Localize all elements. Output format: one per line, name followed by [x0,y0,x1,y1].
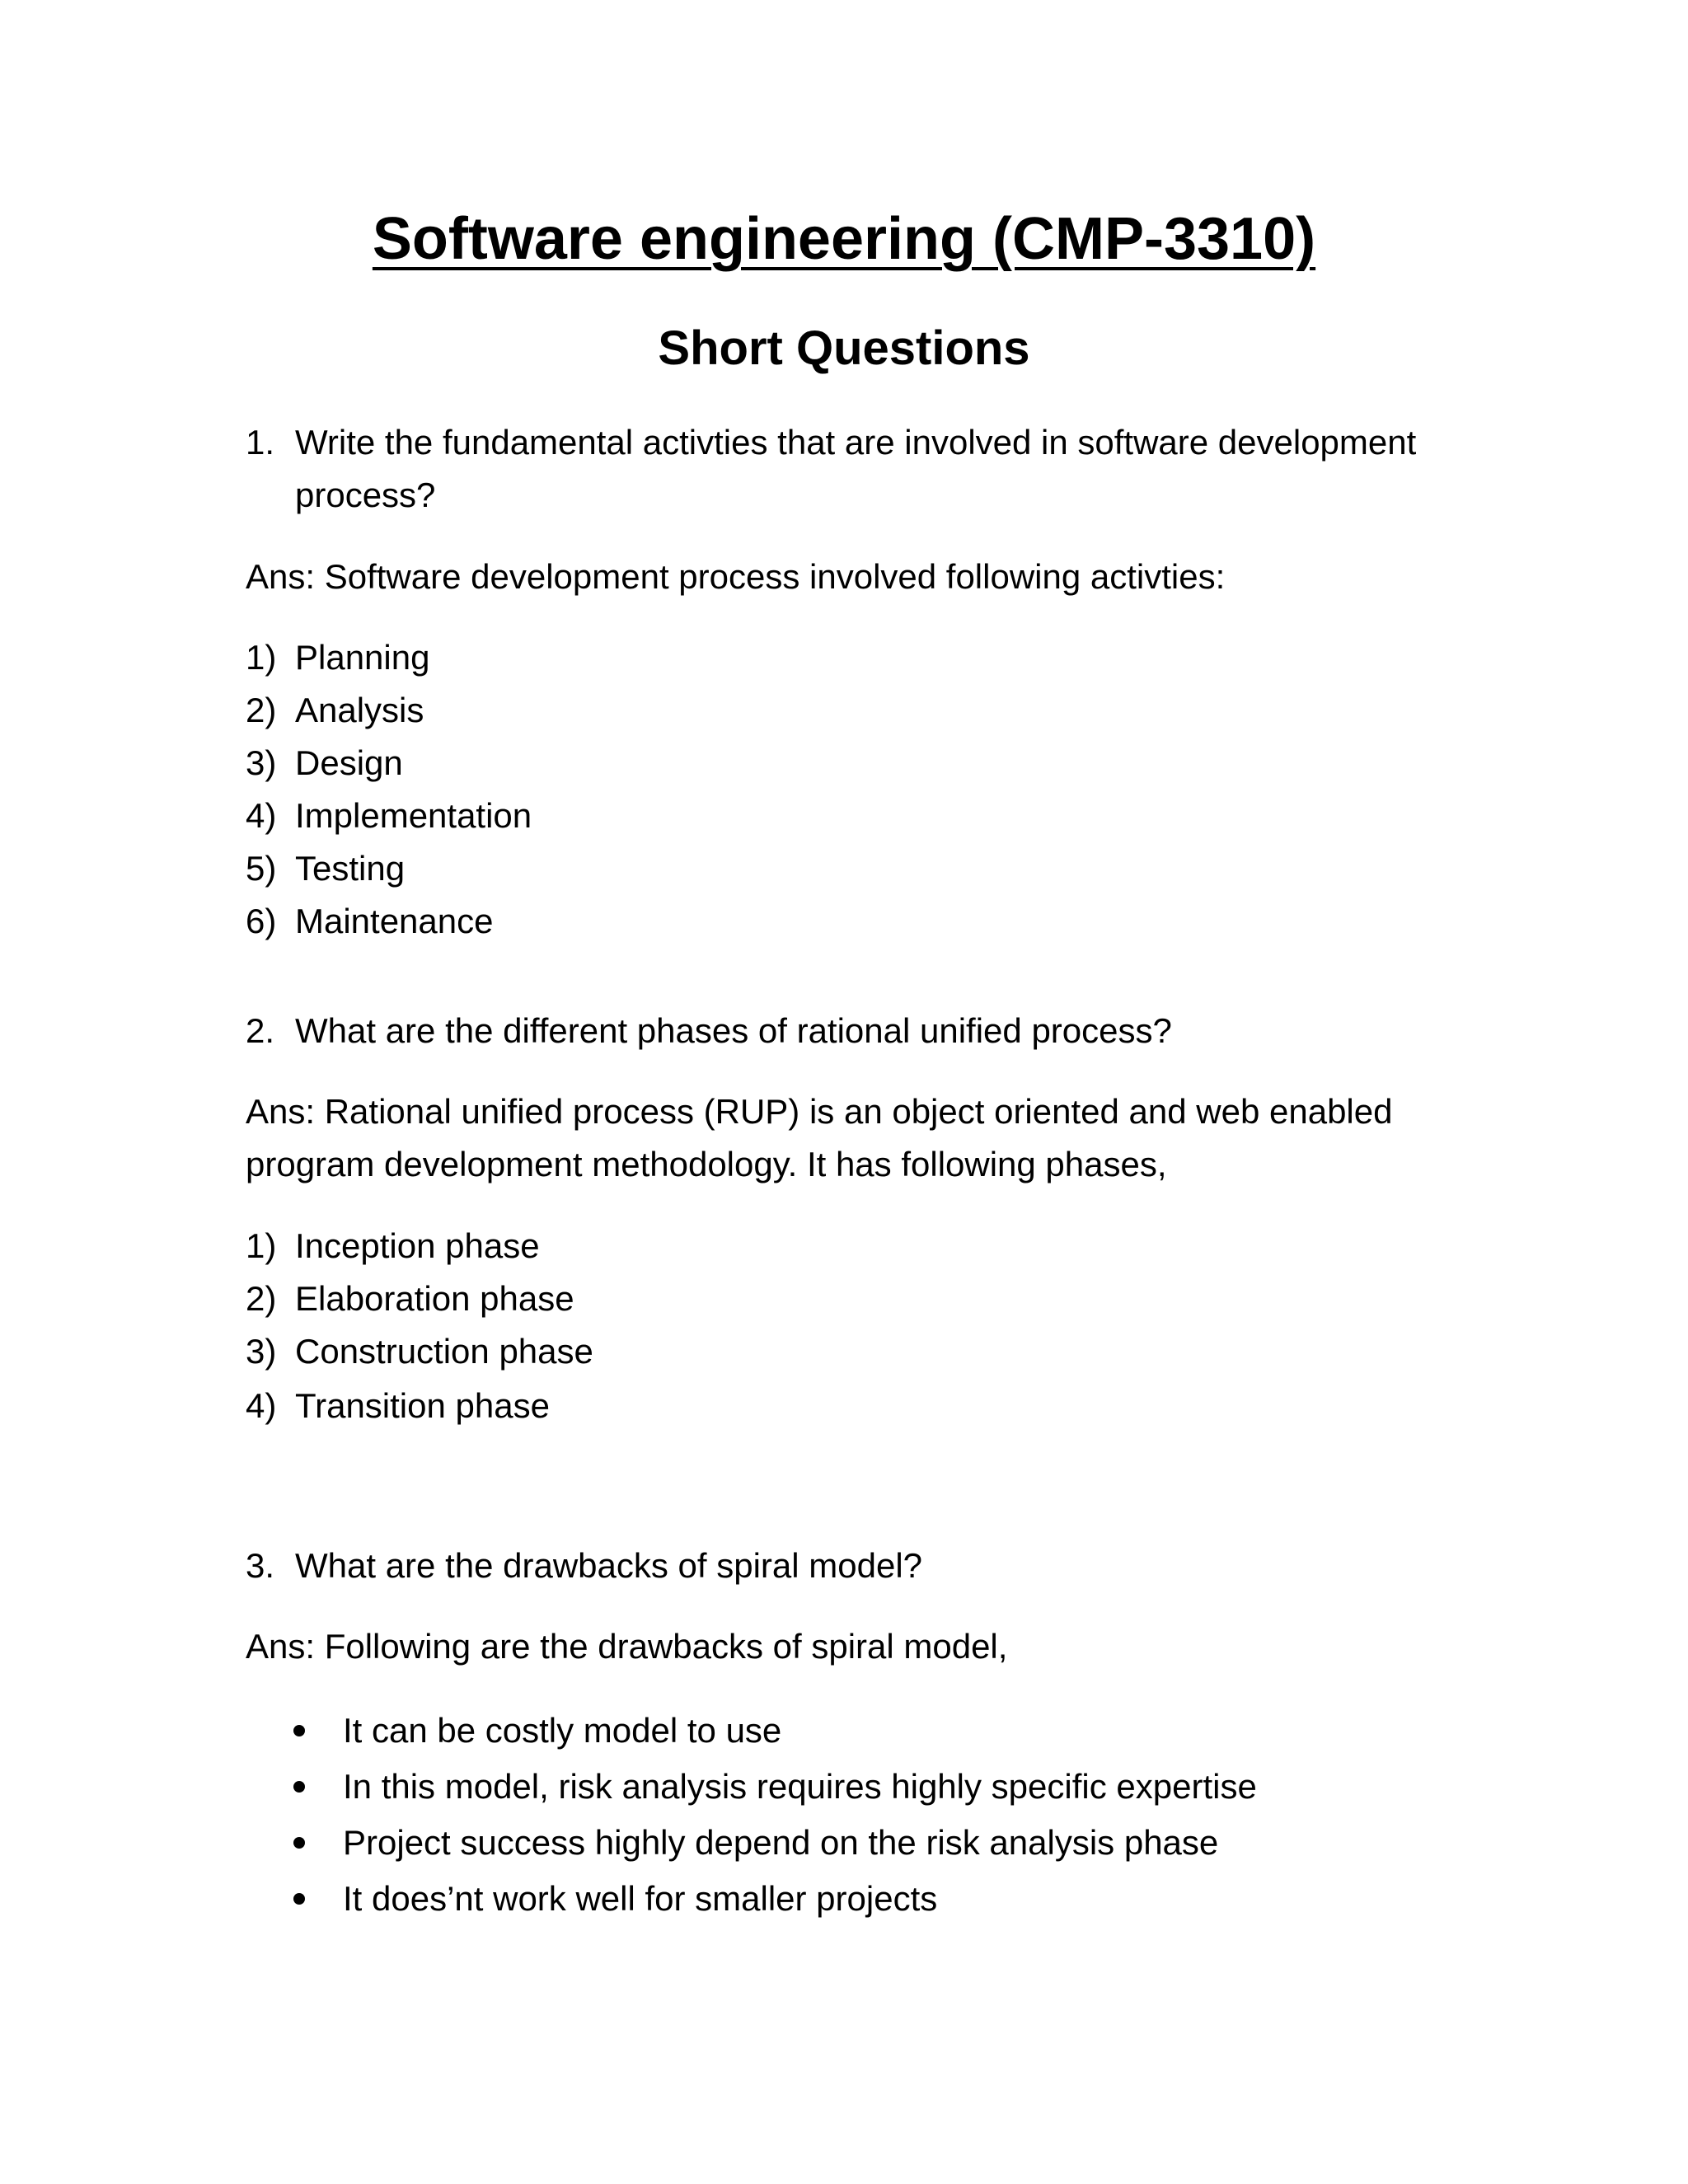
bullet-icon [293,1781,305,1793]
answer-text: Ans: Following are the drawbacks of spiral model, [246,1627,1008,1666]
list-item: Analysis [295,691,424,729]
list-marker: 1) [246,1226,277,1265]
question-text: What are the different phases of rational unified process? [295,1011,1172,1050]
list-marker: 2) [246,1279,277,1318]
bullet-item: It does’nt work well for smaller projects [343,1879,938,1918]
bullet-item: In this model, risk analysis requires highly specific expertise [343,1767,1257,1806]
bullet-icon [293,1893,305,1905]
list-item: Maintenance [295,902,494,940]
bullet-item: Project success highly depend on the risk analysis phase [343,1823,1219,1862]
bullet-icon [293,1725,305,1736]
list-marker: 3) [246,1332,277,1371]
bullet-item: It can be costly model to use [343,1711,782,1750]
list-marker: 6) [246,902,277,940]
list-item: Testing [295,849,406,888]
question-number: 1. [246,423,275,462]
list-item: Planning [295,638,430,677]
document-title: Software engineering (CMP-3310) [372,206,1316,272]
answer-text-continued: program development methodology. It has following phases, [246,1145,1167,1183]
list-marker: 2) [246,691,277,729]
list-item: Design [295,743,403,782]
list-marker: 5) [246,849,277,888]
list-item: Transition phase [295,1386,550,1425]
answer-text: Ans: Rational unified process (RUP) is an object oriented and web enabled [246,1092,1393,1131]
list-marker: 3) [246,743,277,782]
list-marker: 1) [246,638,277,677]
list-item: Implementation [295,796,532,835]
list-item: Elaboration phase [295,1279,574,1318]
answer-text: Ans: Software development process involved following activties: [246,557,1226,596]
list-marker: 4) [246,796,277,835]
list-marker: 4) [246,1386,277,1425]
question-text: Write the fundamental activties that are involved in software development [295,423,1417,462]
question-text-continued: process? [295,476,436,514]
section-heading: Short Questions [658,321,1030,375]
bullet-icon [293,1837,305,1849]
question-number: 2. [246,1011,275,1050]
list-item: Inception phase [295,1226,540,1265]
list-item: Construction phase [295,1332,593,1371]
question-text: What are the drawbacks of spiral model? [295,1546,923,1585]
question-number: 3. [246,1546,275,1585]
